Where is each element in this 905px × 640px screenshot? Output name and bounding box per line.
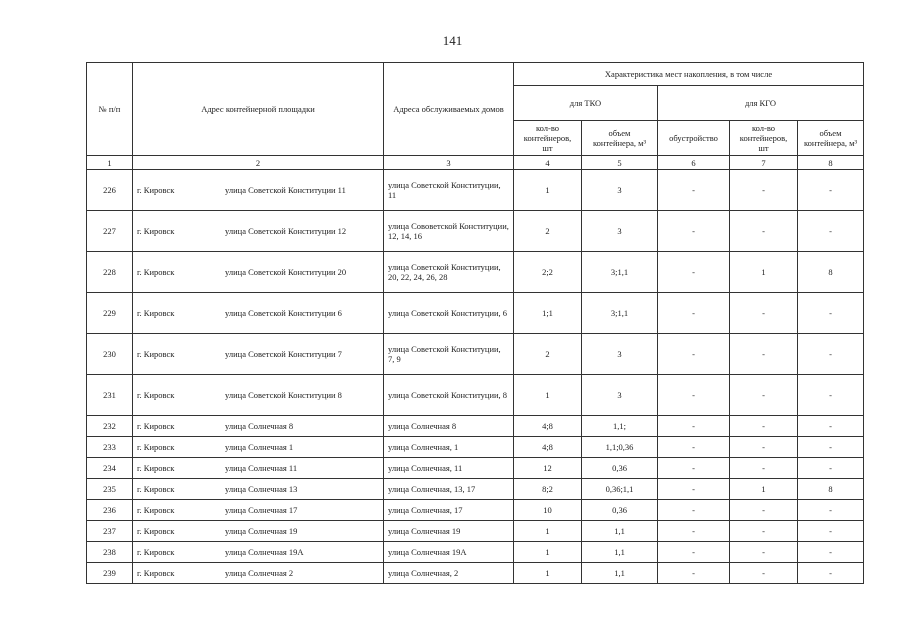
table-row bbox=[87, 334, 864, 375]
site-city: г. Кировск bbox=[137, 484, 175, 494]
served-address: улица Солнечная, 17 bbox=[384, 500, 514, 521]
row-number: 226 bbox=[87, 170, 133, 211]
kgo-count: 1 bbox=[730, 479, 798, 500]
tko-volume: 3 bbox=[582, 375, 658, 416]
row-number: 227 bbox=[87, 211, 133, 252]
tko-volume: 1,1 bbox=[582, 521, 658, 542]
table-row bbox=[87, 375, 864, 416]
kgo-volume: - bbox=[798, 375, 864, 416]
site-street: улица Солнечная 17 bbox=[225, 505, 298, 515]
kgo-count: - bbox=[730, 542, 798, 563]
tko-volume: 1,1 bbox=[582, 563, 658, 584]
tko-volume: 3;1,1 bbox=[582, 293, 658, 334]
tko-count: 2 bbox=[514, 334, 582, 375]
kgo-equipment: - bbox=[658, 563, 730, 584]
tko-volume: 0,36;1,1 bbox=[582, 479, 658, 500]
column-number-row bbox=[87, 156, 864, 170]
tko-count: 12 bbox=[514, 458, 582, 479]
site-address bbox=[133, 542, 384, 563]
column-number: 7 bbox=[730, 156, 798, 170]
tko-volume: 0,36 bbox=[582, 500, 658, 521]
site-city: г. Кировск bbox=[137, 267, 175, 277]
site-city: г. Кировск bbox=[137, 226, 175, 236]
tko-count: 4;8 bbox=[514, 416, 582, 437]
header-num: № п/п bbox=[87, 63, 133, 156]
site-street: улица Солнечная 1 bbox=[225, 442, 294, 452]
tko-count: 1 bbox=[514, 521, 582, 542]
served-address: улица Советской Конституции, 11 bbox=[384, 170, 514, 211]
table-row bbox=[87, 170, 864, 211]
kgo-equipment: - bbox=[658, 170, 730, 211]
kgo-volume: - bbox=[798, 416, 864, 437]
kgo-volume: - bbox=[798, 521, 864, 542]
kgo-volume: 8 bbox=[798, 479, 864, 500]
served-address: улица Советской Конституции, 7, 9 bbox=[384, 334, 514, 375]
site-address bbox=[133, 293, 384, 334]
column-number: 2 bbox=[133, 156, 384, 170]
column-number: 3 bbox=[384, 156, 514, 170]
kgo-volume: - bbox=[798, 437, 864, 458]
site-address bbox=[133, 170, 384, 211]
tko-count: 8;2 bbox=[514, 479, 582, 500]
served-address: улица Советской Конституции, 20, 22, 24, 26, 28 bbox=[384, 252, 514, 293]
site-city: г. Кировск bbox=[137, 421, 175, 431]
served-address: улица Советской Конституции, 6 bbox=[384, 293, 514, 334]
site-address bbox=[133, 500, 384, 521]
site-street: улица Солнечная 19 bbox=[225, 526, 298, 536]
kgo-volume: - bbox=[798, 542, 864, 563]
site-address bbox=[133, 479, 384, 500]
row-number: 238 bbox=[87, 542, 133, 563]
column-number: 1 bbox=[87, 156, 133, 170]
site-address bbox=[133, 252, 384, 293]
kgo-equipment: - bbox=[658, 375, 730, 416]
served-address: улица Солнечная, 1 bbox=[384, 437, 514, 458]
site-address bbox=[133, 334, 384, 375]
kgo-volume: - bbox=[798, 500, 864, 521]
row-number: 235 bbox=[87, 479, 133, 500]
site-address bbox=[133, 416, 384, 437]
tko-volume: 3 bbox=[582, 334, 658, 375]
kgo-count: - bbox=[730, 334, 798, 375]
site-street: улица Солнечная 19А bbox=[225, 547, 304, 557]
kgo-volume: - bbox=[798, 293, 864, 334]
kgo-volume: - bbox=[798, 563, 864, 584]
column-number: 6 bbox=[658, 156, 730, 170]
site-city: г. Кировск bbox=[137, 568, 175, 578]
served-address: улица Солнечная 19 bbox=[384, 521, 514, 542]
column-number: 8 bbox=[798, 156, 864, 170]
tko-volume: 3;1,1 bbox=[582, 252, 658, 293]
kgo-count: - bbox=[730, 211, 798, 252]
site-city: г. Кировск bbox=[137, 349, 175, 359]
table-row bbox=[87, 437, 864, 458]
header-kgo-equipment: обустройство bbox=[658, 121, 730, 156]
site-city: г. Кировск bbox=[137, 185, 175, 195]
header-kgo-count: кол-во контейнеров, шт bbox=[730, 121, 798, 156]
site-address bbox=[133, 563, 384, 584]
header-characteristics: Характеристика мест накопления, в том числе bbox=[514, 63, 864, 86]
header-tko-volume: объем контейнера, м³ bbox=[582, 121, 658, 156]
column-number: 4 bbox=[514, 156, 582, 170]
tko-count: 1 bbox=[514, 563, 582, 584]
site-street: улица Советской Конституции 7 bbox=[225, 349, 342, 359]
tko-volume: 0,36 bbox=[582, 458, 658, 479]
site-street: улица Советской Конституции 12 bbox=[225, 226, 347, 236]
table-row bbox=[87, 479, 864, 500]
header-group-tko: для ТКО bbox=[514, 86, 658, 121]
container-sites-table bbox=[86, 62, 864, 584]
kgo-volume: 8 bbox=[798, 252, 864, 293]
kgo-equipment: - bbox=[658, 211, 730, 252]
kgo-equipment: - bbox=[658, 334, 730, 375]
site-street: улица Советской Конституции 6 bbox=[225, 308, 342, 318]
kgo-equipment: - bbox=[658, 521, 730, 542]
site-street: улица Солнечная 2 bbox=[225, 568, 294, 578]
site-address bbox=[133, 521, 384, 542]
row-number: 228 bbox=[87, 252, 133, 293]
table-row bbox=[87, 293, 864, 334]
site-street: улица Советской Конституции 8 bbox=[225, 390, 342, 400]
served-address: улица Солнечная, 2 bbox=[384, 563, 514, 584]
tko-count: 10 bbox=[514, 500, 582, 521]
table-row bbox=[87, 500, 864, 521]
kgo-equipment: - bbox=[658, 458, 730, 479]
site-street: улица Советской Конституции 20 bbox=[225, 267, 347, 277]
tko-count: 4;8 bbox=[514, 437, 582, 458]
kgo-count: - bbox=[730, 521, 798, 542]
row-number: 234 bbox=[87, 458, 133, 479]
table-row bbox=[87, 211, 864, 252]
page-number: 141 bbox=[442, 33, 463, 48]
table-row bbox=[87, 542, 864, 563]
row-number: 231 bbox=[87, 375, 133, 416]
row-number: 236 bbox=[87, 500, 133, 521]
site-city: г. Кировск bbox=[137, 526, 175, 536]
site-address bbox=[133, 458, 384, 479]
kgo-equipment: - bbox=[658, 293, 730, 334]
table-row bbox=[87, 563, 864, 584]
table-row bbox=[87, 458, 864, 479]
row-number: 232 bbox=[87, 416, 133, 437]
tko-count: 1 bbox=[514, 542, 582, 563]
kgo-volume: - bbox=[798, 334, 864, 375]
tko-count: 2 bbox=[514, 211, 582, 252]
site-street: улица Солнечная 13 bbox=[225, 484, 298, 494]
served-address: улица Сововетской Конституции, 12, 14, 16 bbox=[384, 211, 514, 252]
tko-volume: 3 bbox=[582, 170, 658, 211]
site-address bbox=[133, 211, 384, 252]
header-tko-count: кол-во контейнеров, шт bbox=[514, 121, 582, 156]
site-address bbox=[133, 375, 384, 416]
served-address: улица Солнечная 8 bbox=[384, 416, 514, 437]
site-street: улица Солнечная 8 bbox=[225, 421, 294, 431]
header-served-address: Адреса обслуживаемых домов bbox=[384, 63, 514, 156]
row-number: 229 bbox=[87, 293, 133, 334]
site-city: г. Кировск bbox=[137, 390, 175, 400]
kgo-count: - bbox=[730, 500, 798, 521]
header-site-address: Адрес контейнерной площадки bbox=[133, 63, 384, 156]
kgo-count: 1 bbox=[730, 252, 798, 293]
tko-volume: 3 bbox=[582, 211, 658, 252]
kgo-volume: - bbox=[798, 211, 864, 252]
kgo-count: - bbox=[730, 293, 798, 334]
tko-volume: 1,1;0,36 bbox=[582, 437, 658, 458]
served-address: улица Солнечная, 13, 17 bbox=[384, 479, 514, 500]
kgo-count: - bbox=[730, 437, 798, 458]
table-row bbox=[87, 521, 864, 542]
kgo-count: - bbox=[730, 170, 798, 211]
kgo-volume: - bbox=[798, 458, 864, 479]
table-row bbox=[87, 252, 864, 293]
header-group-kgo: для КГО bbox=[658, 86, 864, 121]
tko-count: 1 bbox=[514, 375, 582, 416]
served-address: улица Солнечная 19А bbox=[384, 542, 514, 563]
row-number: 237 bbox=[87, 521, 133, 542]
header-kgo-volume: объем контейнера, м³ bbox=[798, 121, 864, 156]
kgo-volume: - bbox=[798, 170, 864, 211]
row-number: 239 bbox=[87, 563, 133, 584]
tko-count: 1;1 bbox=[514, 293, 582, 334]
served-address: улица Солнечная, 11 bbox=[384, 458, 514, 479]
kgo-count: - bbox=[730, 375, 798, 416]
site-street: улица Советской Конституции 11 bbox=[225, 185, 346, 195]
row-number: 230 bbox=[87, 334, 133, 375]
kgo-equipment: - bbox=[658, 437, 730, 458]
column-number: 5 bbox=[582, 156, 658, 170]
table-row bbox=[87, 416, 864, 437]
kgo-count: - bbox=[730, 458, 798, 479]
tko-count: 1 bbox=[514, 170, 582, 211]
site-city: г. Кировск bbox=[137, 308, 175, 318]
kgo-count: - bbox=[730, 563, 798, 584]
tko-volume: 1,1 bbox=[582, 542, 658, 563]
site-city: г. Кировск bbox=[137, 547, 175, 557]
site-address bbox=[133, 437, 384, 458]
site-city: г. Кировск bbox=[137, 442, 175, 452]
site-street: улица Солнечная 11 bbox=[225, 463, 298, 473]
kgo-equipment: - bbox=[658, 252, 730, 293]
kgo-equipment: - bbox=[658, 479, 730, 500]
kgo-equipment: - bbox=[658, 542, 730, 563]
row-number: 233 bbox=[87, 437, 133, 458]
tko-count: 2;2 bbox=[514, 252, 582, 293]
tko-volume: 1,1; bbox=[582, 416, 658, 437]
kgo-equipment: - bbox=[658, 416, 730, 437]
site-city: г. Кировск bbox=[137, 505, 175, 515]
site-city: г. Кировск bbox=[137, 463, 175, 473]
served-address: улица Советской Конституции, 8 bbox=[384, 375, 514, 416]
kgo-equipment: - bbox=[658, 500, 730, 521]
kgo-count: - bbox=[730, 416, 798, 437]
